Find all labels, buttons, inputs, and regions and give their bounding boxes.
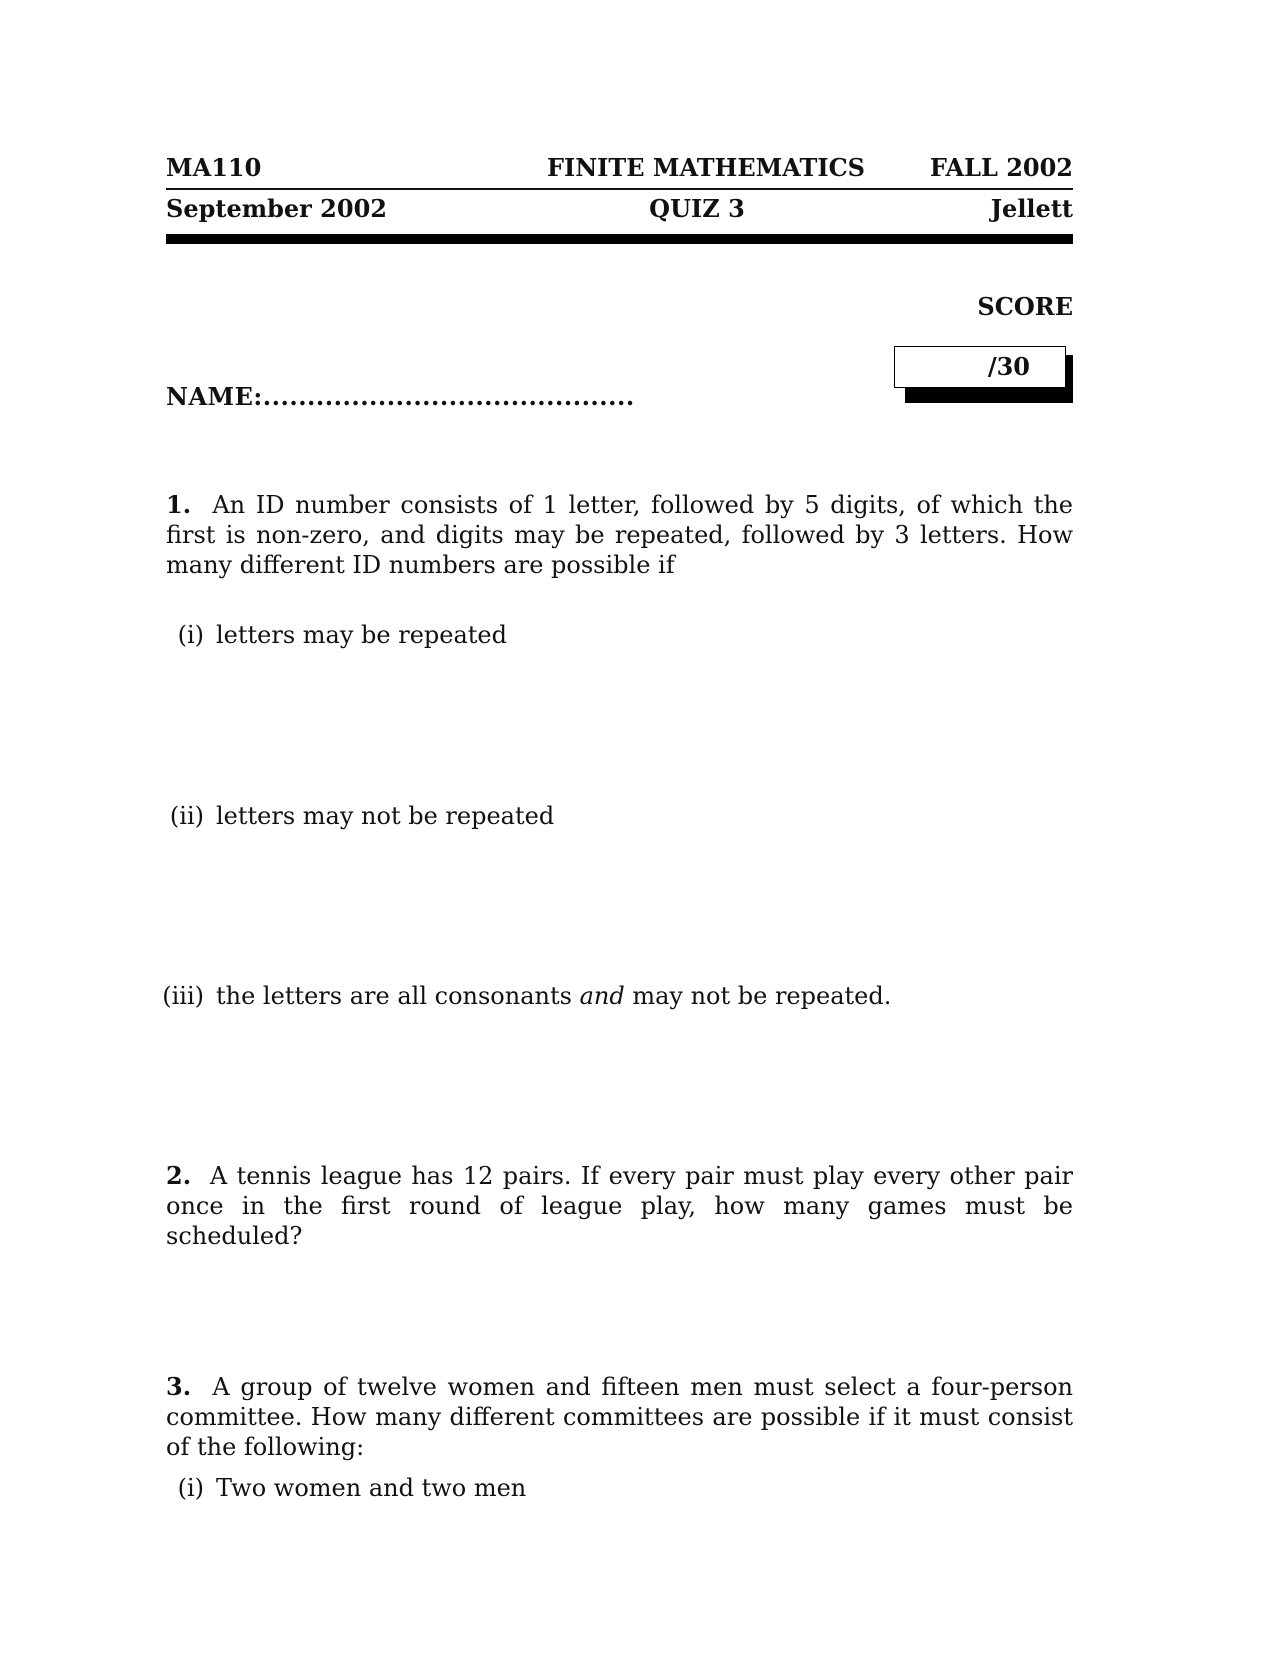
score-label: SCORE: [977, 292, 1073, 321]
question-1-part-ii: [152, 801, 554, 831]
part-label: (i): [177, 1474, 204, 1502]
course-subject: FINITE MATHEMATICS: [546, 153, 866, 182]
question-1: [166, 490, 1073, 580]
question-3-part-i: [152, 1473, 526, 1503]
question-number: 2.: [166, 1161, 192, 1190]
question-text: A tennis league has 12 pairs. If every pair must play every other pair once in the first round of league play, how many games must be scheduled?: [166, 1162, 1073, 1250]
name-label: NAME:: [166, 382, 263, 411]
part-text: letters may not be repeated: [216, 802, 555, 830]
part-text: letters may be repeated: [216, 621, 507, 649]
header-thin-rule: [166, 188, 1073, 190]
score-box: /30: [894, 346, 1066, 388]
part-emphasis: and: [579, 982, 625, 1010]
part-text-after: may not be repeated.: [624, 982, 892, 1010]
quiz-date: September 2002: [166, 194, 387, 223]
header-thick-rule: [166, 234, 1073, 244]
question-number: 3.: [166, 1372, 192, 1401]
question-1-part-iii: [152, 981, 891, 1011]
name-blank: ..........................................: [262, 382, 635, 411]
course-code: MA110: [166, 153, 262, 182]
term: FALL 2002: [929, 153, 1073, 182]
quiz-title: QUIZ 3: [649, 194, 745, 223]
instructor-name: Jellett: [990, 194, 1073, 223]
question-2: [166, 1161, 1073, 1251]
question-text: An ID number consists of 1 letter, followed by 5 digits, of which the first is non-zero, and digits may be repeated, followed by 3 letters. How many different ID numbers are possible if: [166, 491, 1073, 579]
question-3: [166, 1372, 1073, 1462]
part-text-before: the letters are all consonants: [216, 982, 580, 1010]
part-label: (iii): [162, 982, 204, 1010]
part-label: (i): [177, 621, 204, 649]
question-number: 1.: [166, 490, 192, 519]
question-text: A group of twelve women and fifteen men must select a four-person committee. How many different committees are possible if it must consist of the following:: [166, 1373, 1073, 1461]
part-label: (ii): [169, 802, 204, 830]
question-1-part-i: [152, 620, 507, 650]
part-text: Two women and two men: [216, 1474, 527, 1502]
name-field: [166, 382, 635, 411]
